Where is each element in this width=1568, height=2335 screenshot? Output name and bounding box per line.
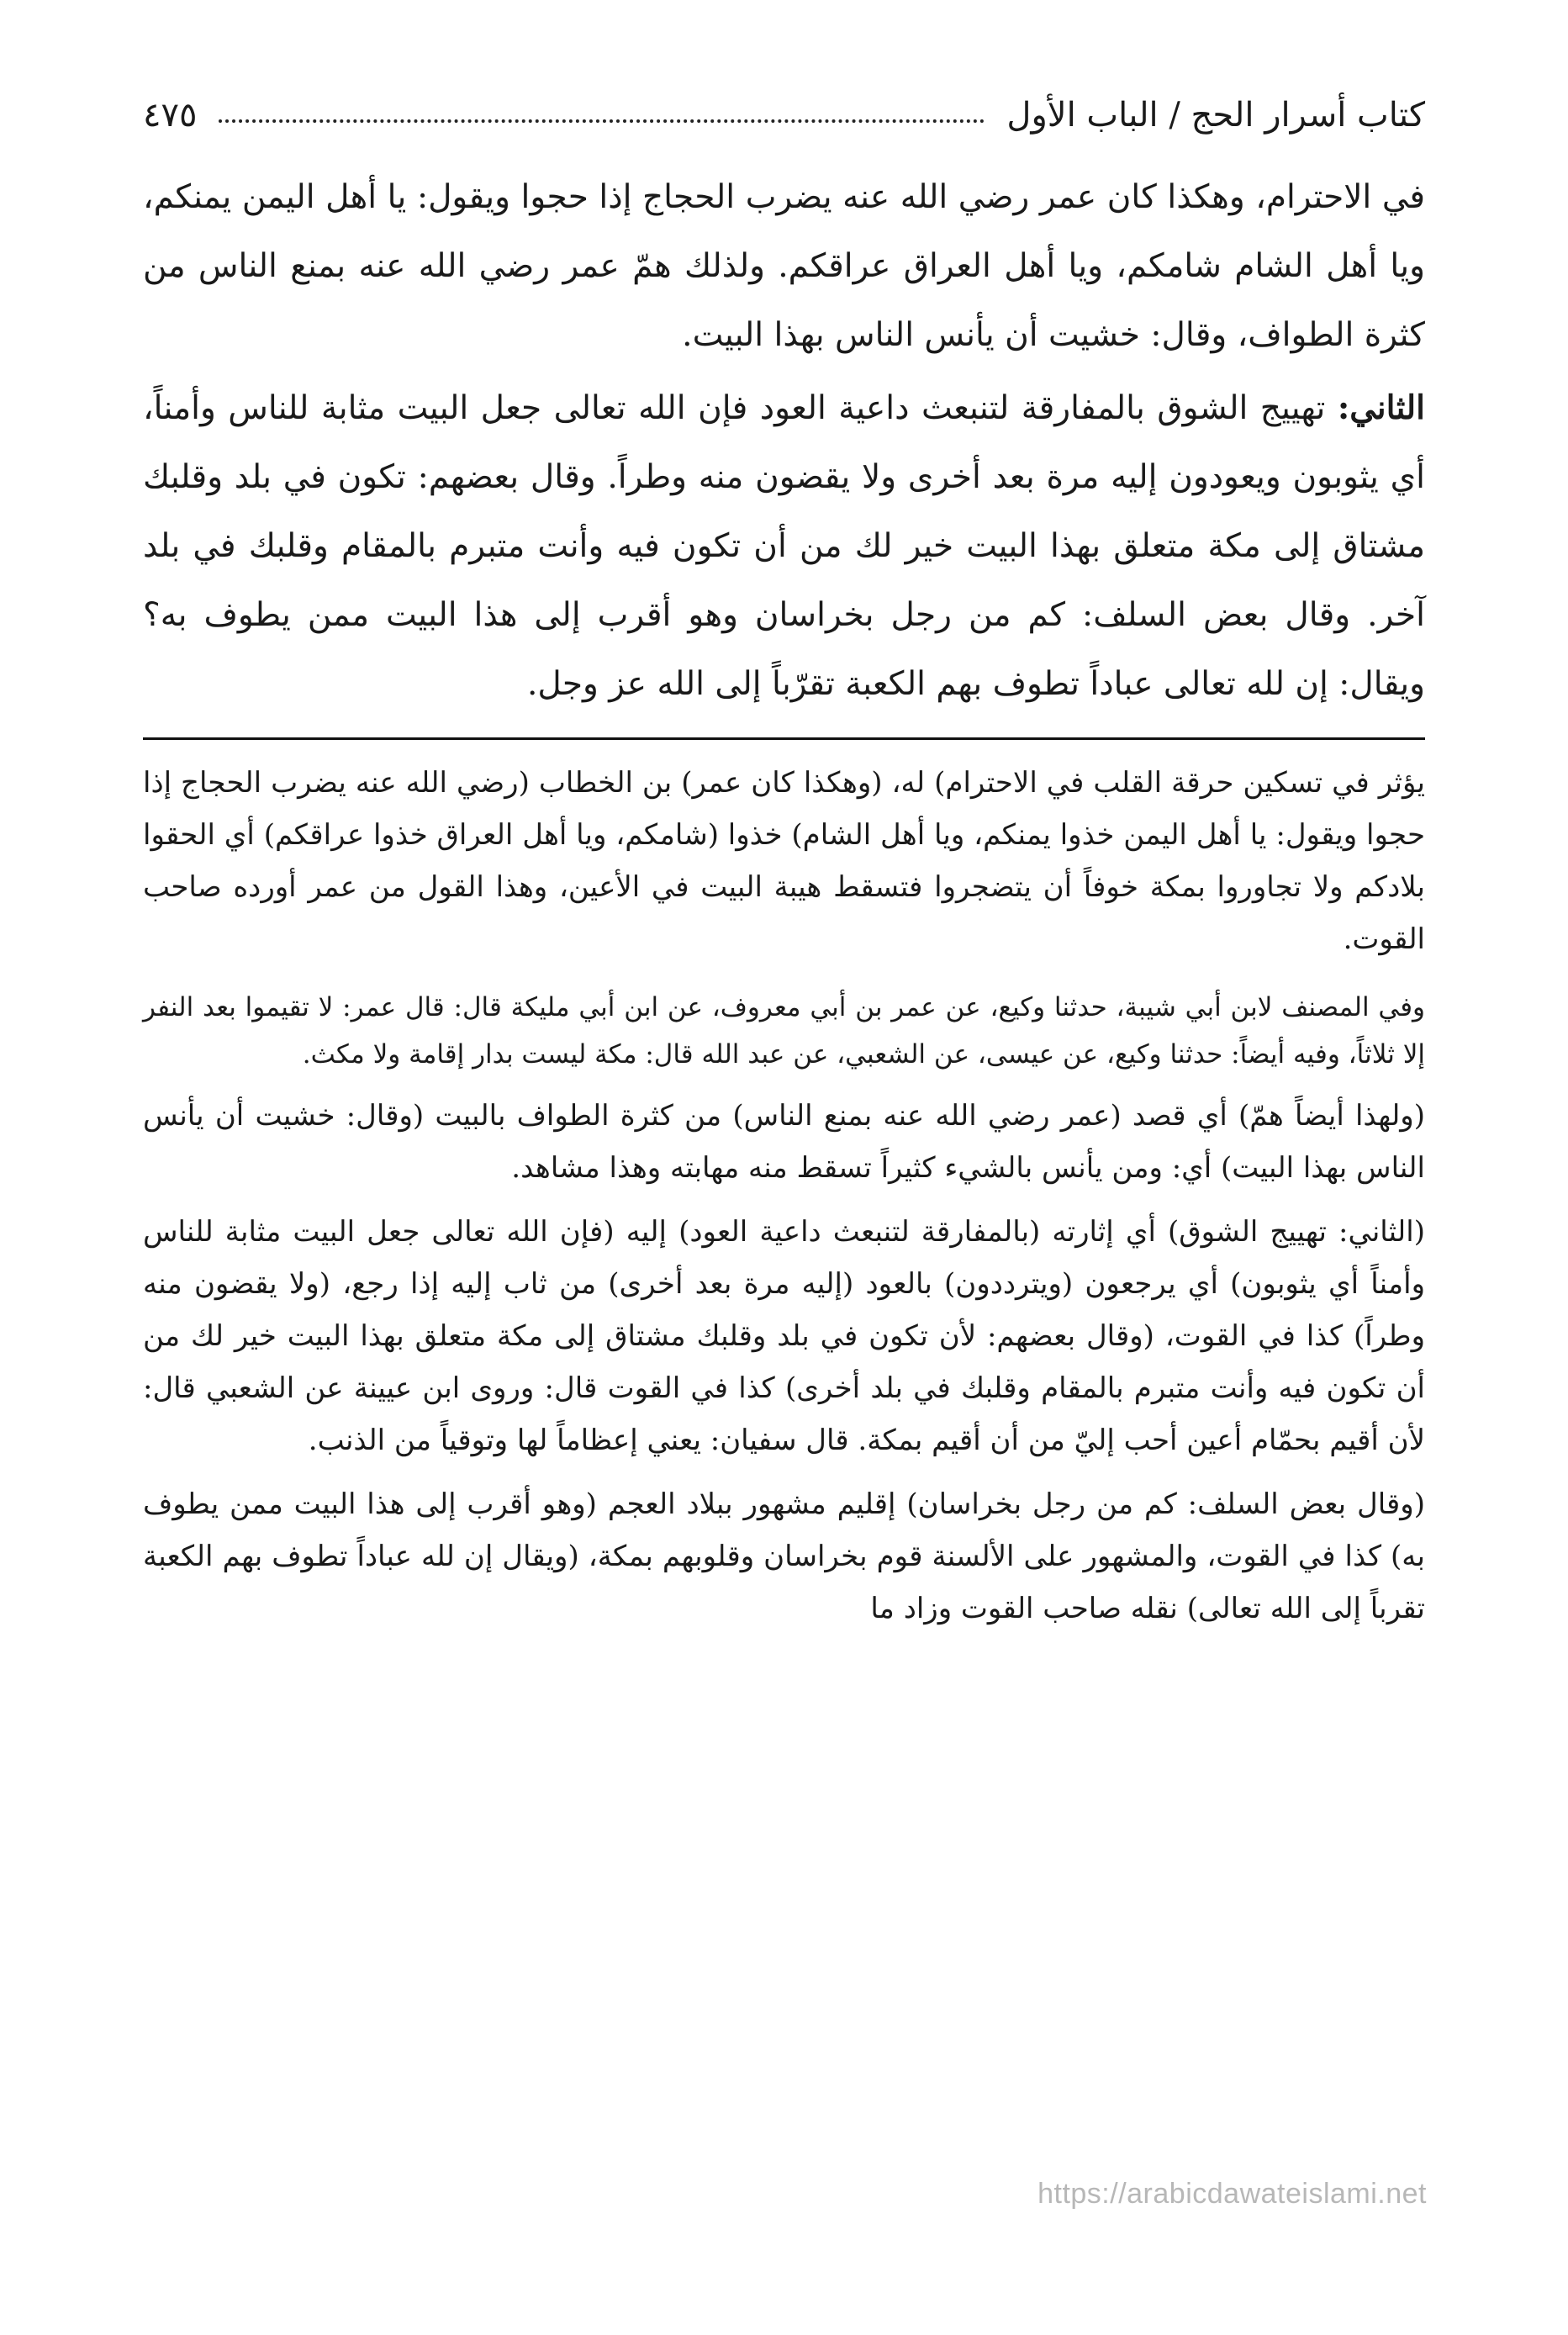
running-header bbox=[143, 84, 1425, 135]
main-paragraph-2-body: تهييج الشوق بالمفارقة لتنبعث داعية العود فإن الله تعالى جعل البيت مثابة للناس وأمناً، أي يثوبون ويعودون إليه مرة بعد أخرى ولا يقضون منه وطراً. وقال بعضهم: تكون في بلد وقلبك مشتاق إلى مكة متعلق بهذا البيت خير لك من أن تكون فيه وأنت متبرم بالمقام وقلبك في بلد آخر. وقال بعض السلف: كم من رجل بخراسان وهو أقرب إلى هذا البيت ممن يطوف به؟ ويقال: إن لله تعالى عباداً تطوف بهم الكعبة تقرّباً إلى الله عز وجل. bbox=[143, 389, 1425, 703]
main-paragraph-2 bbox=[143, 373, 1425, 719]
leader-dots bbox=[219, 119, 985, 123]
watermark-url: https://arabicdawateislami.net bbox=[1037, 2178, 1427, 2210]
main-paragraph-1: في الاحترام، وهكذا كان عمر رضي الله عنه يضرب الحجاج إذا حجوا ويقول: يا أهل اليمن يمنكم، ويا أهل الشام شامكم، ويا أهل العراق عراقكم. ولذلك همّ عمر رضي الله عنه بمنع الناس من كثرة الطواف، وقال: خشيت أن يأنس الناس بهذا البيت. bbox=[143, 178, 1425, 354]
commentary-paragraph-3: (ولهذا أيضاً همّ) أي قصد (عمر رضي الله عنه بمنع الناس) من كثرة الطواف بالبيت (وقال: خشيت أن يأنس الناس بهذا البيت) أي: ومن يأنس بالشيء كثيراً تسقط منه مهابته وهذا مشاهد. bbox=[143, 1099, 1425, 1185]
commentary-paragraph-5: (وقال بعض السلف: كم من رجل بخراسان) إقليم مشهور ببلاد العجم (وهو أقرب إلى هذا البيت ممن يطوف به) كذا في القوت، والمشهور على الألسنة قوم بخراسان وقلوبهم بمكة، (ويقال إن لله عباداً تطوف بهم الكعبة تقرباً إلى الله تعالى) نقله صاحب القوت وزاد ما bbox=[143, 1487, 1425, 1625]
chapter-title: كتاب أسرار الحج / الباب الأول bbox=[1006, 96, 1425, 135]
page-number: ٤٧٥ bbox=[143, 96, 198, 135]
main-text bbox=[143, 163, 1425, 719]
commentary-text bbox=[143, 757, 1425, 1635]
commentary-paragraph-4: (الثاني: تهييج الشوق) أي إثارته (بالمفارقة لتنبعث داعية العود) إليه (فإن الله تعالى جعل البيت مثابة للناس وأمناً أي يثوبون) أي يرجعون (ويترددون) بالعود (إليه مرة بعد أخرى) من ثاب إليه إذا رجع، (ولا يقضون منه وطراً) كذا في القوت، (وقال بعضهم: لأن تكون في بلد وقلبك مشتاق إلى مكة متعلق بهذا البيت خير لك من أن تكون فيه وأنت متبرم بالمقام وقلبك في بلد أخرى) كذا في القوت قال: وروى ابن عيينة عن الشعبي قال: لأن أقيم بحمّام أعين أحب إليّ من أن أقيم بمكة. قال سفيان: يعني إعظاماً لها وتوقياً من الذنب. bbox=[143, 1215, 1425, 1457]
commentary-citation: وفي المصنف لابن أبي شيبة، حدثنا وكيع، عن عمر بن أبي معروف، عن ابن أبي مليكة قال: قال عمر: لا تقيموا بعد النفر إلا ثلاثاً، وفيه أيضاً: حدثنا وكيع، عن عيسى، عن الشعبي، عن عبد الله قال: مكة ليست بدار إقامة ولا مكث. bbox=[143, 992, 1425, 1070]
section-term: الثاني: bbox=[1337, 388, 1425, 427]
commentary-divider bbox=[143, 737, 1425, 740]
commentary-paragraph-1: يؤثر في تسكين حرقة القلب في الاحترام) له، (وهكذا كان عمر) بن الخطاب (رضي الله عنه يضرب الحجاج إذا حجوا ويقول: يا أهل اليمن خذوا يمنكم، ويا أهل الشام) خذوا (شامكم، ويا أهل العراق خذوا عراقكم) أي الحقوا بلادكم ولا تجاوروا بمكة خوفاً أن يتضجروا فتسقط هيبة البيت في الأعين، وهذا القول من عمر أورده صاحب القوت. bbox=[143, 766, 1425, 956]
